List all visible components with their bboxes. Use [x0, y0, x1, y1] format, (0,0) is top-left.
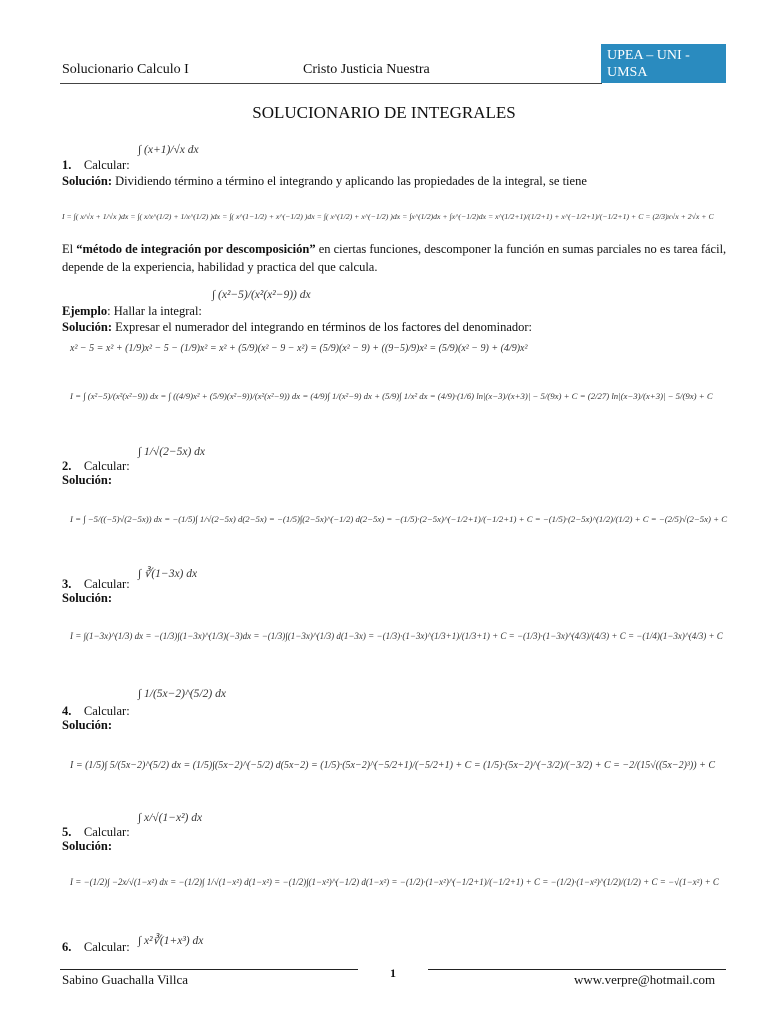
p1-formula: I = ∫( x/√x + 1/√x )dx = ∫( x/x^(1/2) + 1/x^(1/2) )dx = ∫( x^(1−1/2) + x^(−1/2) )dx = ∫( x^(1/2) + x^(−1/2) )dx = ∫x^(1/2)dx + ∫x^(−1/2)dx = x^(1/2+1)/(1/2+1) + x^(−1/2+1)/(−1/2+1) + C = (2/3)x√x + 2√x + C — [62, 212, 714, 221]
p4-formula: I = (1/5)∫ 5/(5x−2)^(5/2) dx = (1/5)∫(5x−2)^(−5/2) d(5x−2) = (1/5)·(5x−2)^(−5/2+1)/(−5/2+1) + C = (1/5)·(5x−2)^(−3/2)/(−3/2) + C = −2/(15√((5x−2)³)) + C — [70, 760, 715, 771]
p4-solution-label: Solución: — [62, 718, 113, 732]
footer-email: www.verpre@hotmail.com — [574, 972, 716, 987]
p6-number: 6. — [62, 940, 72, 954]
footer-author: Sabino Guachalla Villca — [62, 972, 189, 987]
example-formula1: x² − 5 = x² + (1/9)x² − 5 − (1/9)x² = x² + (5/9)(x² − 9 − x²) = (5/9)(x² − 9) + ((9−5)/9)x² = (5/9)(x² − 9) + (4/9)x² — [70, 343, 528, 354]
header-left-text: Solucionario Calculo I — [62, 62, 189, 77]
p2-calc-label: Calcular: — [83, 459, 130, 473]
p1-calc-label: Calcular: — [83, 158, 130, 172]
header-badge-line1: UPEA – UNI - — [607, 48, 690, 63]
footer-rule-left — [60, 969, 358, 970]
p2-number: 2. — [62, 459, 72, 473]
p1-solution-text: Dividiendo término a término el integrando y aplicando las propiedades de la integral, se tiene — [115, 174, 587, 188]
header-center-text: Cristo Justicia Nuestra — [303, 62, 430, 77]
method-line1 — [62, 242, 726, 257]
header-badge-line2: UMSA — [607, 65, 648, 80]
example-solution-line — [62, 320, 532, 335]
p6-heading — [62, 940, 130, 955]
p4-calc-label: Calcular: — [83, 704, 130, 718]
page-title: SOLUCIONARIO DE INTEGRALES — [252, 103, 516, 122]
example-solution-text: Expresar el numerador del integrando en términos de los factores del denominador: — [115, 320, 533, 334]
p6-calc-label: Calcular: — [83, 940, 130, 954]
p1-heading — [62, 158, 130, 173]
example-heading — [62, 304, 202, 319]
p5-solution-label: Solución: — [62, 839, 113, 853]
example-integral: ∫ (x²−5)/(x²(x²−9)) dx — [212, 289, 311, 301]
p2-integral: ∫ 1/√(2−5x) dx — [138, 446, 206, 458]
p3-heading — [62, 577, 130, 592]
footer-rule-right — [428, 969, 726, 970]
p5-number: 5. — [62, 825, 72, 839]
example-text: : Hallar la integral: — [107, 304, 202, 318]
p3-solution-label: Solución: — [62, 591, 113, 605]
p1-solution-line — [62, 174, 587, 189]
header-badge — [601, 44, 726, 83]
p2-heading — [62, 459, 130, 474]
p1-solution-label: Solución: — [62, 174, 113, 188]
p4-number: 4. — [62, 704, 72, 718]
example-label: Ejemplo — [62, 304, 108, 318]
p4-integral: ∫ 1/(5x−2)^(5/2) dx — [138, 688, 226, 700]
method-bold: “método de integración por descomposición” — [76, 242, 316, 256]
p3-integral: ∫ ∛(1−3x) dx — [138, 568, 198, 580]
p3-formula: I = ∫(1−3x)^(1/3) dx = −(1/3)∫(1−3x)^(1/3)(−3)dx = −(1/3)∫(1−3x)^(1/3) d(1−3x) = −(1/3)·(1−3x)^(1/3+1)/(1/3+1) + C = −(1/3)·(1−3x)^(4/3)/(4/3) + C = −(1/4)(1−3x)^(4/3) + C — [70, 631, 723, 641]
p5-integral: ∫ x/√(1−x²) dx — [138, 812, 203, 824]
p4-heading — [62, 704, 130, 719]
p6-integral: ∫ x²∛(1+x³) dx — [138, 935, 204, 947]
p1-number: 1. — [62, 158, 72, 172]
p2-formula: I = ∫ −5/((−5)√(2−5x)) dx = −(1/5)∫ 1/√(2−5x) d(2−5x) = −(1/5)∫(2−5x)^(−1/2) d(2−5x) = −(1/5)·(2−5x)^(−1/2+1)/(−1/2+1) + C = −(1/5)·(2−5x)^(1/2)/(1/2) + C = −(2/5)√(2−5x) + C — [70, 514, 728, 524]
p2-solution-label: Solución: — [62, 473, 113, 487]
example-solution-label: Solución: — [62, 320, 113, 334]
p5-heading — [62, 825, 130, 840]
p1-integral: ∫ (x+1)/√x dx — [138, 144, 199, 156]
p5-calc-label: Calcular: — [83, 825, 130, 839]
example-formula2: I = ∫ (x²−5)/(x²(x²−9)) dx = ∫ ((4/9)x² + (5/9)(x²−9))/(x²(x²−9)) dx = (4/9)∫ 1/(x²−9) dx + (5/9)∫ 1/x² dx = (4/9)·(1/6) ln|(x−3)/(x+3)| − 5/(9x) + C = (2/27) ln|(x−3)/(x+3)| − 5/(9x) + C — [70, 391, 713, 401]
method-rest: en ciertas funciones, descomponer la función en sumas parciales no es tarea fácil, — [315, 242, 727, 256]
method-line2: depende de la experiencia, habilidad y practica del que calcula. — [62, 260, 378, 274]
p3-calc-label: Calcular: — [83, 577, 130, 591]
p3-number: 3. — [62, 577, 72, 591]
p5-formula: I = −(1/2)∫ −2x/√(1−x²) dx = −(1/2)∫ 1/√(1−x²) d(1−x²) = −(1/2)∫(1−x²)^(−1/2) d(1−x²) = −(1/2)·(1−x²)^(−1/2+1)/(−1/2+1) + C = −(1/2)·(1−x²)^(1/2)/(1/2) + C = −√(1−x²) + C — [70, 877, 719, 887]
footer-page-number: 1 — [390, 966, 396, 980]
method-el: El — [62, 242, 74, 256]
header-rule — [60, 83, 602, 84]
